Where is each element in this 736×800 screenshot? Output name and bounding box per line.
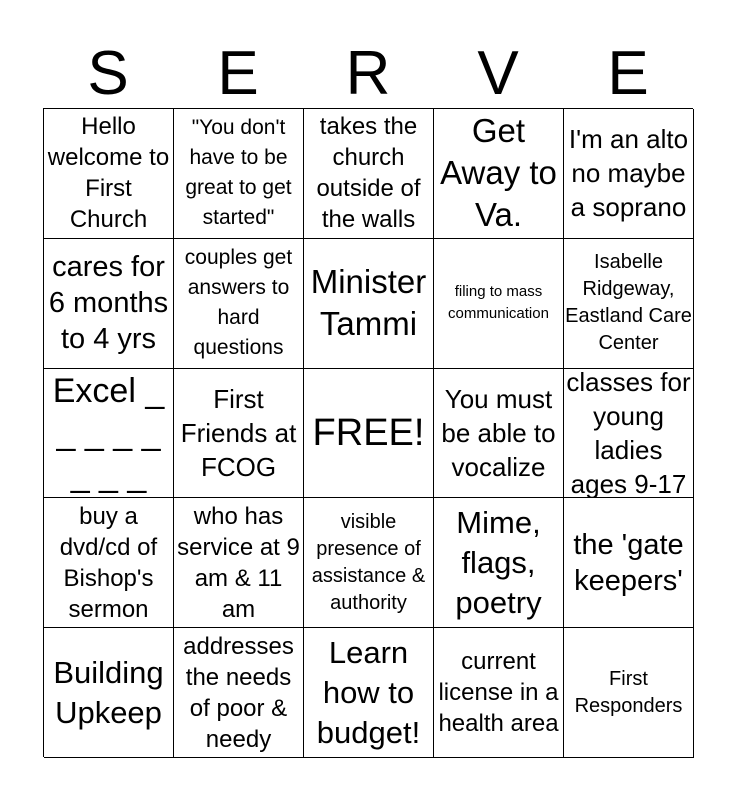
cell-text: cares for 6 months to 4 yrs [48,251,169,356]
cell-text: Building Upkeep [53,654,164,730]
cell-text: Minister Tammi [310,263,427,343]
cell-text: the 'gate keepers' [573,528,684,597]
bingo-cell[interactable] [304,498,434,628]
cell-text: Isabelle Ridgeway, Eastland Care Center [565,251,692,355]
cell-text: I'm an alto no maybe a soprano [568,124,689,223]
cell-text: buy a dvd/cd of Bishop's sermon [59,502,158,623]
cell-text: visible presence of assistance & authority [311,510,426,614]
bingo-cell[interactable] [44,498,174,628]
bingo-cell[interactable] [434,628,564,758]
cell-text: You must be able to vocalize [441,383,556,482]
cell-text: Learn how to budget! [316,634,421,750]
cell-text: current license in a health area [438,648,559,738]
bingo-cell[interactable] [174,109,304,239]
bingo-cell[interactable] [304,109,434,239]
cell-text: Hello welcome to First Church [47,113,170,234]
bingo-cell[interactable] [434,239,564,369]
cell-text: First Responders [574,667,683,717]
bingo-cell[interactable] [564,498,694,628]
bingo-cell[interactable] [564,369,694,499]
header-letter-v: V [477,39,519,108]
bingo-cell[interactable] [564,628,694,758]
bingo-cell[interactable] [44,239,174,369]
cell-text: Excel _ _ _ _ _ _ _ _ [52,371,165,494]
cell-text: First Friends at FCOG [180,383,297,482]
bingo-cell[interactable] [434,369,564,499]
bingo-cell[interactable] [44,109,174,239]
cell-text: addresses the needs of poor & needy [183,632,294,753]
cell-text: who has service at 9 am & 11 am [177,502,300,623]
bingo-cell[interactable] [174,369,304,499]
bingo-cell[interactable] [304,369,434,499]
bingo-cell[interactable] [434,109,564,239]
cell-text: takes the church outside of the walls [316,113,421,234]
cell-text: filing to mass communication [448,283,549,323]
cell-text: Get Away to Va. [440,112,557,234]
header-letter-r: R [345,39,391,108]
bingo-cell[interactable] [304,628,434,758]
header-letter-s: S [87,39,129,108]
bingo-header [43,40,693,108]
bingo-cell[interactable] [434,498,564,628]
header-letter-e1: E [217,39,259,108]
bingo-cell[interactable] [174,239,304,369]
cell-text: "You don't have to be great to get started" [185,116,292,230]
header-letter-e2: E [607,39,649,108]
bingo-cell[interactable] [304,239,434,369]
bingo-cell[interactable] [564,109,694,239]
bingo-cell[interactable] [174,498,304,628]
bingo-cell[interactable] [44,628,174,758]
bingo-cell[interactable] [564,239,694,369]
cell-text: Mime, flags, poetry [455,504,542,620]
cell-text: classes for young ladies ages 9-17 [566,368,691,499]
bingo-grid [43,108,693,757]
cell-text: couples get answers to hard questions [184,246,293,360]
cell-text: FREE! [312,411,425,454]
bingo-cell[interactable] [174,628,304,758]
bingo-cell[interactable] [44,369,174,499]
